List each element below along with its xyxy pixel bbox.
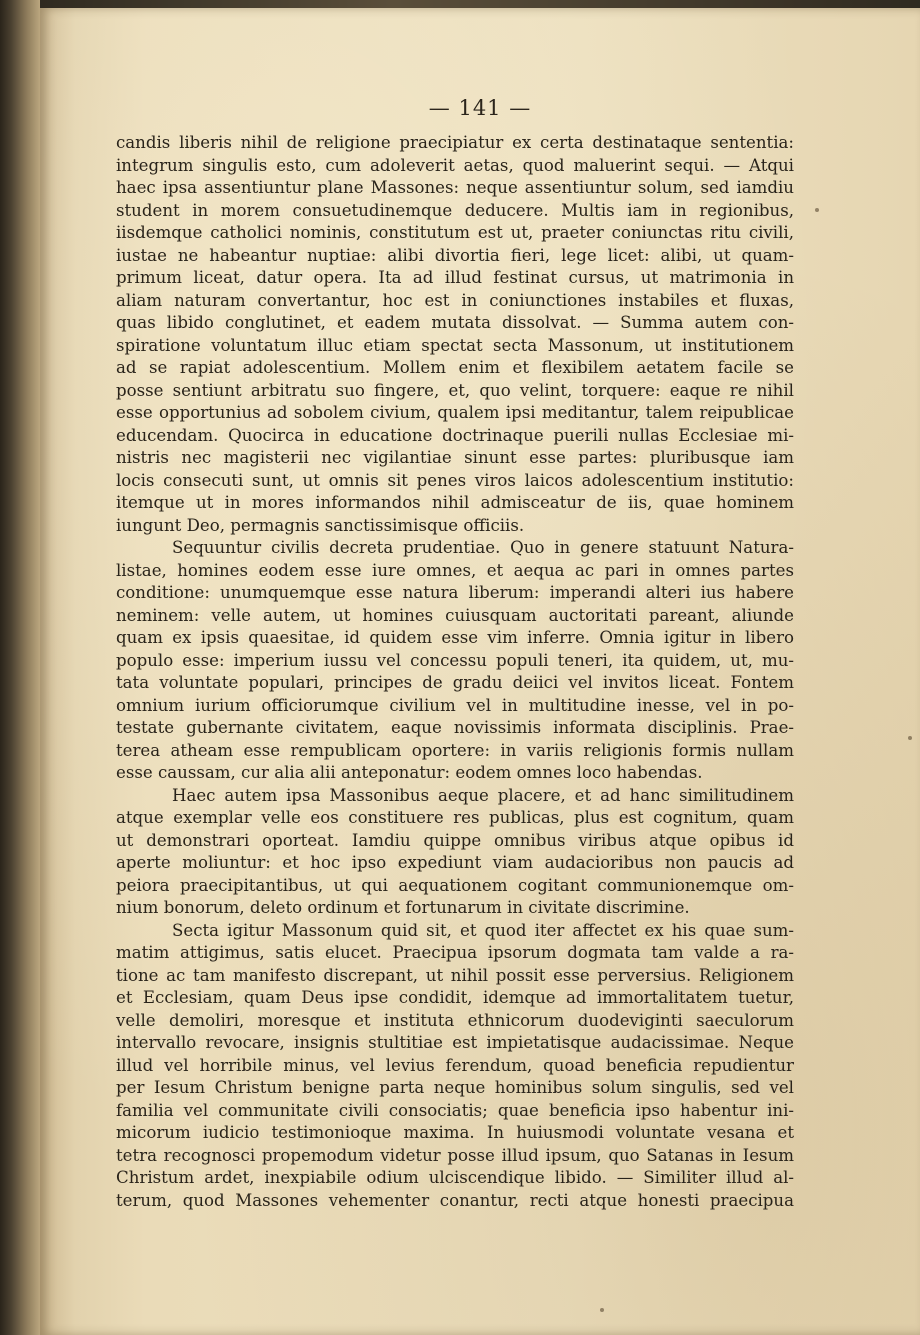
- text-line: aliam naturam convertantur, hoc est in coniunctiones instabiles et fluxas,: [116, 290, 794, 310]
- text-line: primum liceat, datur opera. Ita ad illud festinat cursus, ut matrimonia in: [116, 268, 794, 287]
- paragraph-start-line: Sequuntur civilis decreta prudentiae. Quo in genere statuunt Natura-: [172, 538, 794, 557]
- text-line: student in morem consuetudinemque deducere. Multis iam in regionibus,: [116, 200, 794, 220]
- text-line: testate gubernante civitatem, eaque novissimis informata disciplinis. Prae-: [116, 718, 794, 737]
- text-line: intervallo revocare, insignis stultitiae est impietatisque audacissimae. Neque: [116, 1033, 794, 1052]
- text-line: ut demonstrari oporteat. Iamdiu quippe omnibus viribus atque opibus id: [116, 830, 794, 850]
- text-line: posse sentiunt arbitratu suo fingere, et, quo velint, torquere: eaque re nihil: [116, 380, 794, 400]
- text-line: esse caussam, cur alia alii anteponatur: eodem omnes loco habendas.: [116, 763, 703, 782]
- text-line: atque exemplar velle eos constituere res publicas, plus est cognitum, quam: [116, 808, 794, 827]
- text-line: matim attigimus, satis elucet. Praecipua ipsorum dogmata tam valde a ra-: [116, 943, 794, 962]
- paper-speck: [815, 208, 819, 212]
- text-line: tione ac tam manifesto discrepant, ut nihil possit esse perversius. Religionem: [116, 965, 794, 985]
- text-line: micorum iudicio testimonioque maxima. In huiusmodi voluntate vesana et: [116, 1123, 794, 1142]
- text-line: itemque ut in mores informandos nihil admisceatur de iis, quae hominem: [116, 493, 794, 512]
- text-line: neminem: velle autem, ut homines cuiusquam auctoritati pareant, aliunde: [116, 605, 794, 625]
- text-line: integrum singulis esto, cum adoleverit aetas, quod maluerint sequi. — Atqui: [116, 155, 794, 175]
- paper-speck: [600, 1308, 604, 1312]
- text-line: nistris nec magisterii nec vigilantiae sinunt esse partes: pluribusque iam: [116, 448, 794, 467]
- text-line: familia vel communitate civili consociatis; quae beneficia ipso habentur ini-: [116, 1100, 794, 1120]
- text-line: quas libido conglutinet, et eadem mutata dissolvat. — Summa autem con-: [116, 313, 794, 332]
- text-line: omnium iurium officiorumque civilium vel in multitudine inesse, vel in po-: [116, 695, 794, 715]
- text-line: peiora praecipitantibus, ut qui aequationem cogitant communionemque om-: [116, 875, 794, 895]
- text-line: spiratione voluntatum illuc etiam spectat secta Massonum, ut institutionem: [116, 335, 794, 355]
- text-line: terea atheam esse rempublicam oportere: in variis religionis formis nullam: [116, 740, 794, 760]
- text-line: esse opportunius ad sobolem civium, qualem ipsi meditantur, talem reipublicae: [116, 403, 794, 422]
- text-line: velle demoliri, moresque et instituta ethnicorum duodeviginti saeculorum: [116, 1010, 794, 1030]
- text-line: tata voluntate populari, principes de gradu deiici vel invitos liceat. Fontem: [116, 673, 794, 692]
- text-line: listae, homines eodem esse iure omnes, et aequa ac pari in omnes partes: [116, 560, 794, 580]
- text-line: educendam. Quocirca in educatione doctrinaque puerili nullas Ecclesiae mi-: [116, 425, 794, 445]
- book-spine-shadow: [0, 0, 44, 1335]
- text-line: locis consecuti sunt, ut omnis sit penes viros laicos adolescentium institutio:: [116, 470, 794, 490]
- text-line: ad se rapiat adolescentium. Mollem enim et flexibilem aetatem facile se: [116, 358, 794, 377]
- book-page: [40, 8, 920, 1335]
- text-line: nium bonorum, deleto ordinum et fortunarum in civitate discrimine.: [116, 898, 690, 917]
- text-line: tetra recognosci propemodum videtur posse illud ipsum, quo Satanas in Iesum: [116, 1145, 794, 1165]
- paper-speck: [908, 736, 912, 740]
- text-line: iisdemque catholici nominis, constitutum est ut, praeter coniunctas ritu civili,: [116, 223, 794, 242]
- text-line: et Ecclesiam, quam Deus ipse condidit, idemque ad immortalitatem tuetur,: [116, 988, 794, 1007]
- text-line: conditione: unumquemque esse natura liberum: imperandi alteri ius habere: [116, 583, 794, 602]
- text-line: iungunt Deo, permagnis sanctissimisque officiis.: [116, 515, 525, 535]
- page-number: — 141 —: [428, 96, 532, 120]
- body-text: [116, 132, 794, 1212]
- text-line: terum, quod Massones vehementer conantur, recti atque honesti praecipua: [116, 1190, 794, 1210]
- text-line: Christum ardet, inexpiabile odium ulciscendique libido. — Similiter illud al-: [116, 1168, 794, 1187]
- text-line: illud vel horribile minus, vel levius ferendum, quoad beneficia repudientur: [116, 1055, 794, 1075]
- text-line: per Iesum Christum benigne parta neque hominibus solum singulis, sed vel: [116, 1078, 794, 1097]
- paragraph-start-line: Secta igitur Massonum quid sit, et quod iter affectet ex his quae sum-: [172, 920, 794, 940]
- text-line: quam ex ipsis quaesitae, id quidem esse vim inferre. Omnia igitur in libero: [116, 628, 794, 647]
- text-line: haec ipsa assentiuntur plane Massones: neque assentiuntur solum, sed iamdiu: [116, 178, 794, 197]
- text-line: aperte moliuntur: et hoc ipso expediunt viam audacioribus non paucis ad: [116, 853, 794, 872]
- text-line: populo esse: imperium iussu vel concessu populi teneri, ita quidem, ut, mu-: [116, 650, 794, 670]
- paragraph-start-line: Haec autem ipsa Massonibus aeque placere, et ad hanc similitudinem: [172, 785, 794, 805]
- text-line: iustae ne habeantur nuptiae: alibi divortia fieri, lege licet: alibi, ut quam-: [116, 245, 794, 265]
- text-line: candis liberis nihil de religione praecipiatur ex certa destinataque sententia:: [116, 133, 794, 152]
